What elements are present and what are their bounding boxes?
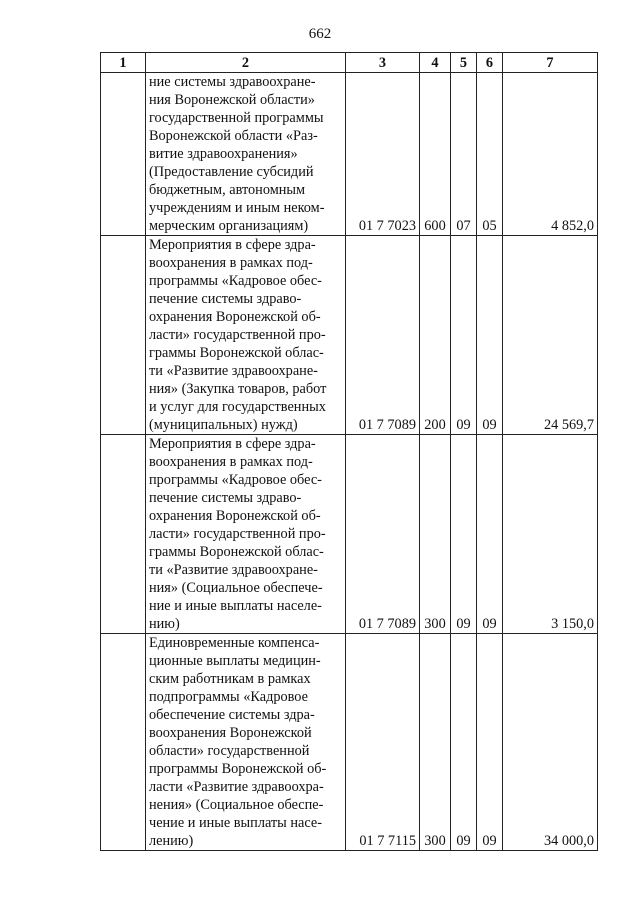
description-line: программы Воронежской об- — [149, 761, 327, 777]
column-header-3: 3 — [346, 53, 420, 73]
table-row — [101, 634, 598, 851]
col4-cell: 200 — [420, 236, 451, 435]
col5-cell: 07 — [451, 73, 477, 236]
col4-cell: 600 — [420, 73, 451, 236]
description-line: программы «Кадровое обес- — [149, 273, 322, 289]
column-header-5: 5 — [451, 53, 477, 73]
code-cell: 01 7 7023 — [346, 73, 420, 236]
description-line: ния Воронежской области» — [149, 92, 315, 108]
amount-cell: 4 852,0 — [503, 73, 598, 236]
description-line: области» государственной — [149, 743, 310, 759]
description-line: (муниципальных) нужд) — [149, 417, 298, 433]
description-line: ласти «Развитие здравоохра- — [149, 779, 324, 795]
description-line: воохранения в рамках под- — [149, 454, 313, 470]
description-line: печение системы здраво- — [149, 291, 302, 307]
code-cell: 01 7 7089 — [346, 435, 420, 634]
description-line: обеспечение системы здра- — [149, 707, 315, 723]
code-cell: 01 7 7115 — [346, 634, 420, 851]
column-header-6: 6 — [477, 53, 503, 73]
description-line: нию) — [149, 616, 180, 632]
description-line: ти «Развитие здравоохране- — [149, 562, 318, 578]
description-cell — [146, 236, 346, 435]
description-line: печение системы здраво- — [149, 490, 302, 506]
amount-cell: 24 569,7 — [503, 236, 598, 435]
column-header-2: 2 — [146, 53, 346, 73]
description-line: граммы Воронежской облас- — [149, 544, 324, 560]
col6-cell: 05 — [477, 73, 503, 236]
table-row — [101, 73, 598, 236]
description-line: охранения Воронежской об- — [149, 309, 321, 325]
description-line: и услуг для государственных — [149, 399, 326, 415]
description-line: граммы Воронежской облас- — [149, 345, 324, 361]
col5-cell: 09 — [451, 634, 477, 851]
description-line: ния» (Закупка товаров, работ — [149, 381, 327, 397]
row-number-cell — [101, 73, 146, 236]
description-line: учреждениям и иным неком- — [149, 200, 325, 216]
description-line: (Предоставление субсидий — [149, 164, 314, 180]
description-line: ния» (Социальное обеспече- — [149, 580, 323, 596]
column-header-7: 7 — [503, 53, 598, 73]
description-line: Мероприятия в сфере здра- — [149, 436, 316, 452]
description-line: ти «Развитие здравоохране- — [149, 363, 318, 379]
description-line: воохранения в рамках под- — [149, 255, 313, 271]
col6-cell: 09 — [477, 435, 503, 634]
description-line: ласти» государственной про- — [149, 327, 326, 343]
row-number-cell — [101, 236, 146, 435]
column-header-4: 4 — [420, 53, 451, 73]
table-body — [101, 73, 598, 851]
col5-cell: 09 — [451, 435, 477, 634]
description-line: нения» (Социальное обеспе- — [149, 797, 324, 813]
row-number-cell — [101, 435, 146, 634]
description-line: ским работникам в рамках — [149, 671, 311, 687]
col4-cell: 300 — [420, 435, 451, 634]
col4-cell: 300 — [420, 634, 451, 851]
description-line: программы «Кадровое обес- — [149, 472, 322, 488]
column-header-1: 1 — [101, 53, 146, 73]
col5-cell: 09 — [451, 236, 477, 435]
amount-cell: 3 150,0 — [503, 435, 598, 634]
description-line: чение и иные выплаты насе- — [149, 815, 322, 831]
description-line: подпрограммы «Кадровое — [149, 689, 308, 705]
description-line: ние системы здравоохране- — [149, 74, 316, 90]
description-line: Воронежской области «Раз- — [149, 128, 318, 144]
description-line: Мероприятия в сфере здра- — [149, 237, 316, 253]
description-cell — [146, 435, 346, 634]
header-row — [101, 53, 598, 73]
description-line: Единовременные компенса- — [149, 635, 320, 651]
description-line: мерческим организациям) — [149, 218, 309, 234]
description-line: государственной программы — [149, 110, 324, 126]
col6-cell: 09 — [477, 634, 503, 851]
description-line: витие здравоохранения» — [149, 146, 298, 162]
table-row — [101, 435, 598, 634]
page-number: 662 — [308, 26, 332, 42]
description-line: ласти» государственной про- — [149, 526, 326, 542]
description-line: ционные выплаты медицин- — [149, 653, 321, 669]
code-cell: 01 7 7089 — [346, 236, 420, 435]
description-line: охранения Воронежской об- — [149, 508, 321, 524]
description-line: воохранения Воронежской — [149, 725, 312, 741]
description-cell — [146, 73, 346, 236]
description-cell — [146, 634, 346, 851]
description-line: ние и иные выплаты населе- — [149, 598, 322, 614]
amount-cell: 34 000,0 — [503, 634, 598, 851]
table-row — [101, 236, 598, 435]
description-line: бюджетным, автономным — [149, 182, 306, 198]
col6-cell: 09 — [477, 236, 503, 435]
row-number-cell — [101, 634, 146, 851]
budget-table — [100, 52, 598, 851]
description-line: лению) — [149, 833, 194, 849]
